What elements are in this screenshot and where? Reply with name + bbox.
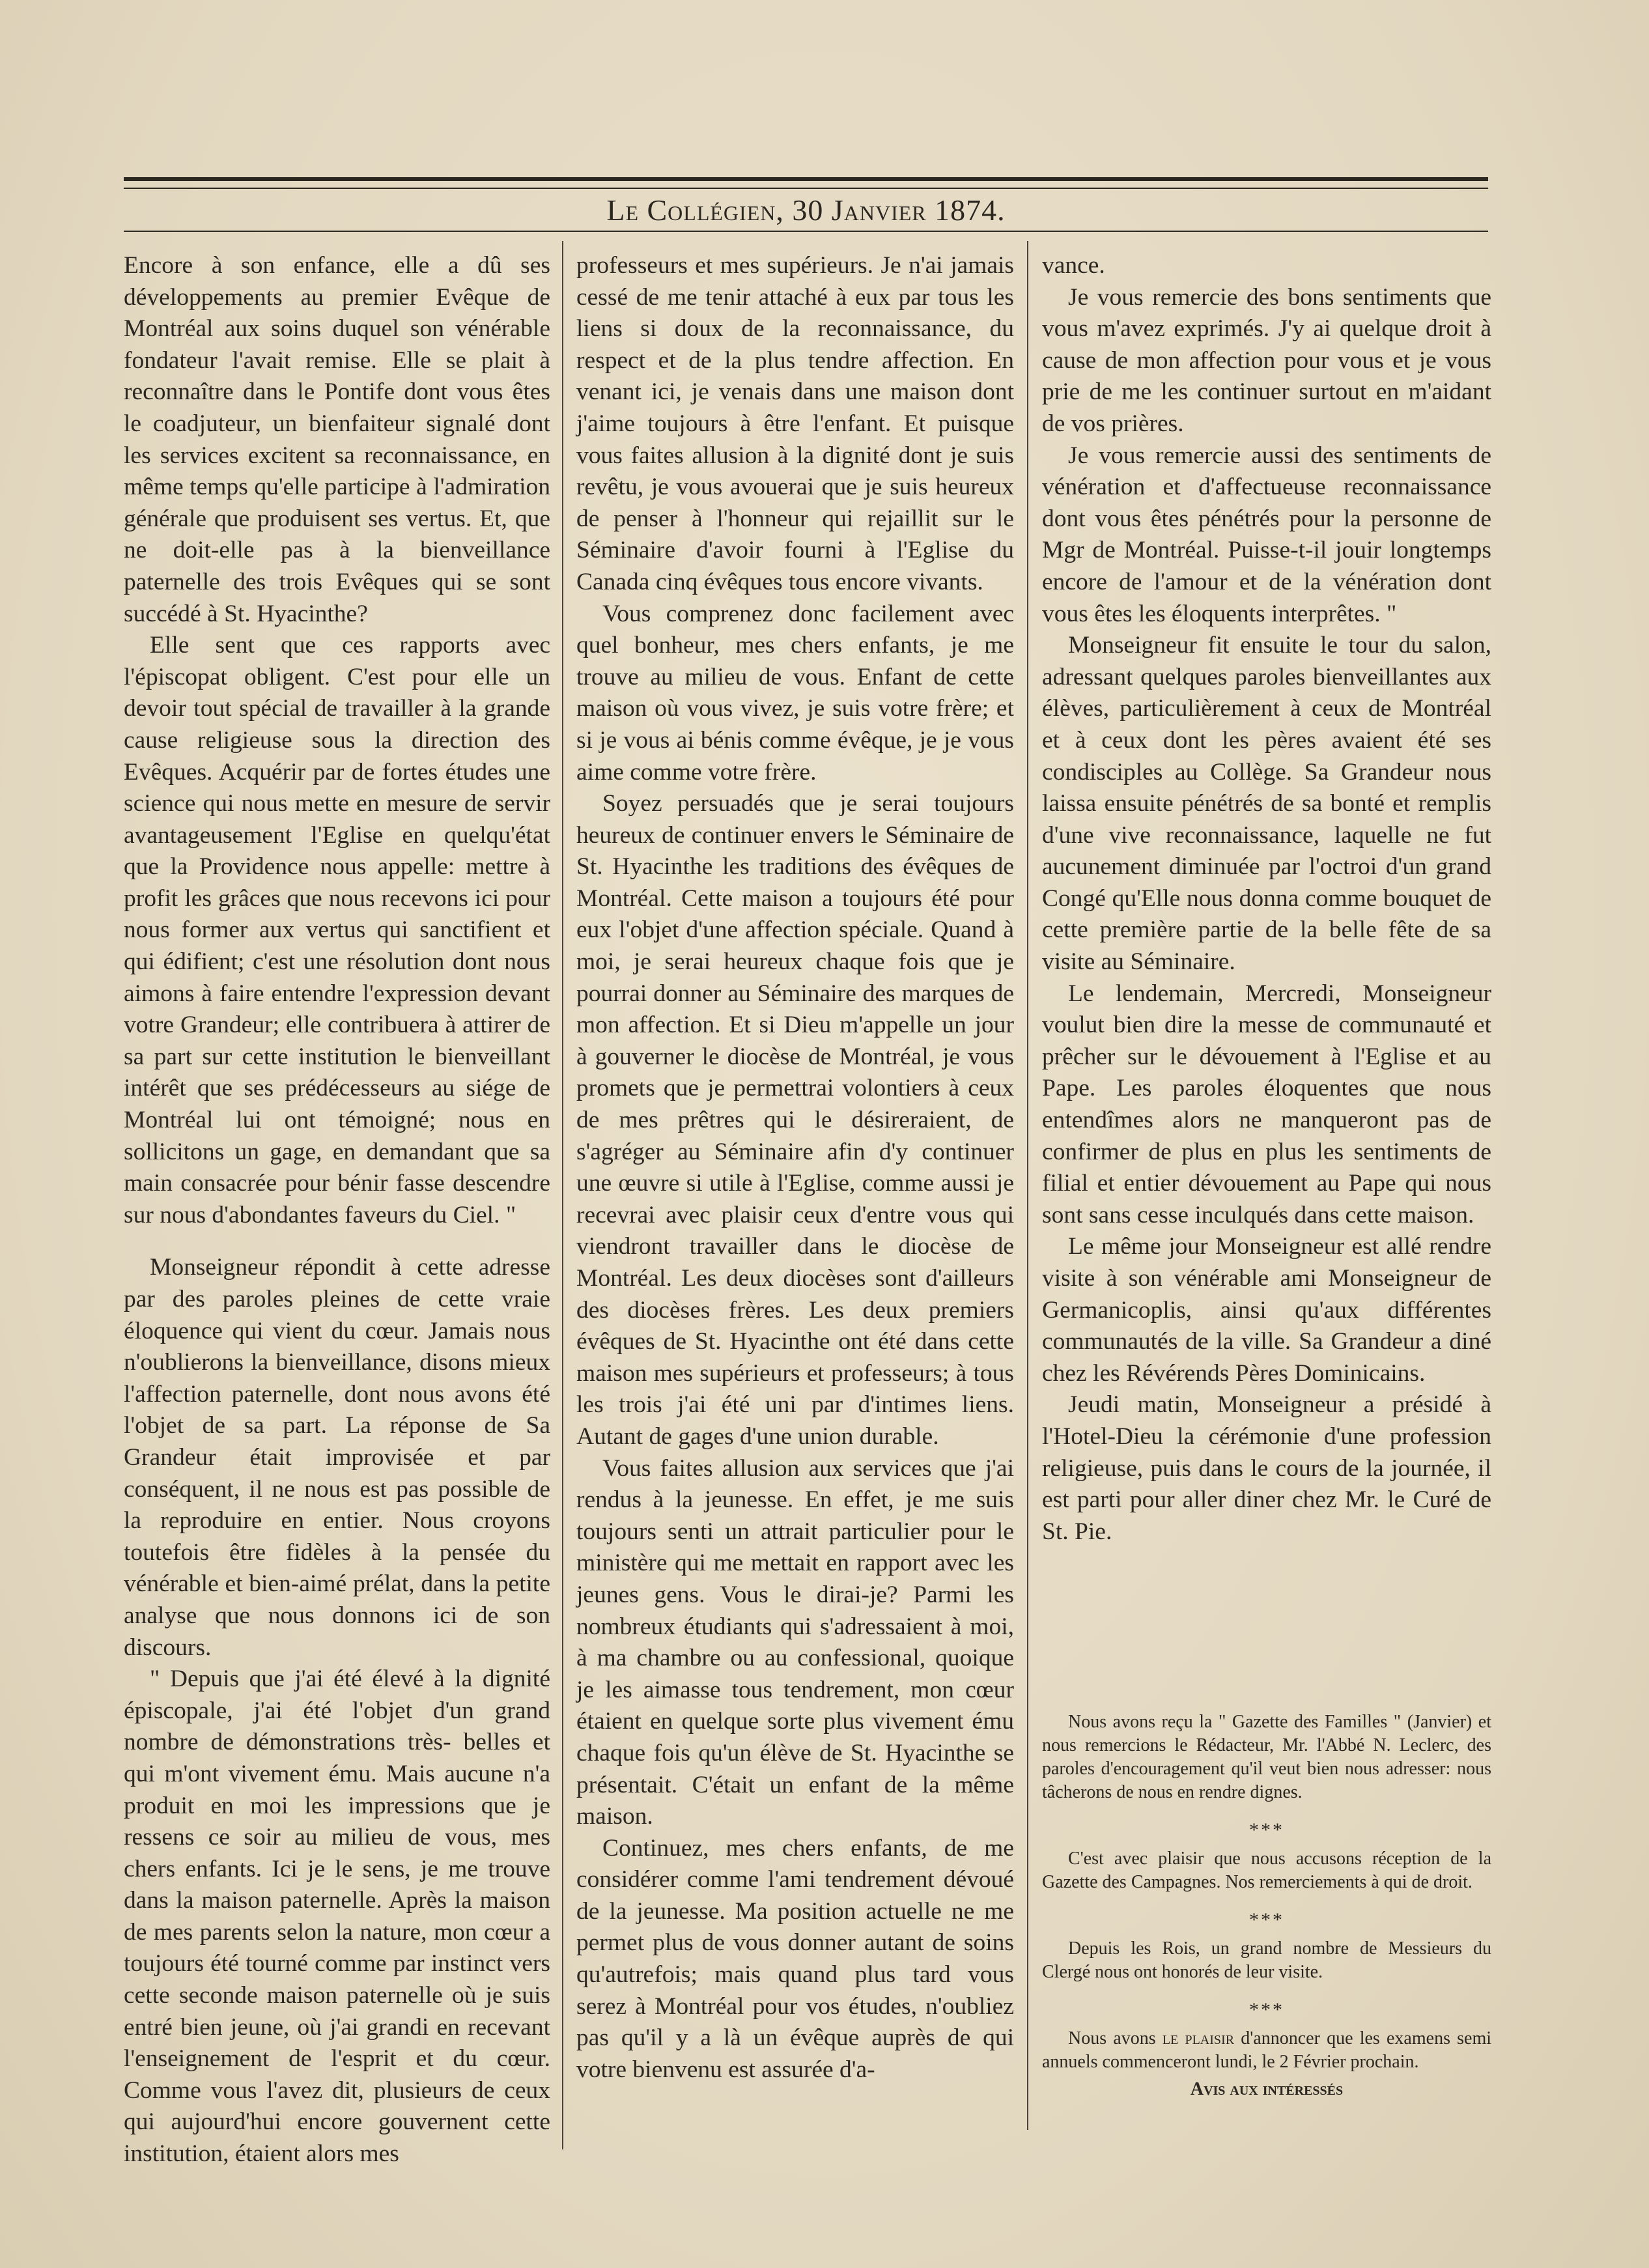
paragraph: Vous faites allusion aux services que j'ai rendus à la jeunesse. En effet, je me suis toujours senti un attrait particulier pour le ministère qui me mettait en rapport avec les jeunes gens. Vous le dirai-je? Parmi les nombreux étudiants qui s'adressaient à moi, à ma chambre ou au confessional, quoique je les aimasse tous tendrement, mon cœur étaient en quelque sorte plus vivement ému chaque fois qu'un élève de St. Hyacinthe se présentait. C'était un enfant de la même maison. xyxy=(576,1454,1014,1830)
paragraph: Vous comprenez donc facilement avec quel bonheur, mes chers enfants, je me trouve au milieu de vous. Enfant de cette maison où vous vivez, je suis votre frère; et si je vous ai bénis comme évêque, je je vous aime comme votre frère. xyxy=(576,600,1014,786)
column-1 xyxy=(124,250,550,2170)
paragraph: Encore à son enfance, elle a dû ses développements au premier Evêque de Montréal aux soins duquel son vénérable fondateur l'avait remise. Elle se plait à reconnaître dans le Pontife dont vous êtes le coadjuteur, un bienfaiteur signalé dont les services excitent sa reconnaissance, en même temps qu'elle participe à l'admiration générale que produisent ses vertus. Et, que ne doit-elle pas à la bienveillance paternelle des trois Evêques qui se sont succédé à St. Hyacinthe? xyxy=(124,252,550,627)
notice-signature: Avis aux intéressés xyxy=(1190,2079,1344,2099)
masthead-rule xyxy=(124,231,1488,232)
paragraph: Monseigneur répondit à cette adresse par des paroles pleines de cette vraie éloquence qui vient du cœur. Jamais nous n'oublierons la bienveillance, disons mieux l'affection paternelle, dont nous avons été l'objet de sa part. La réponse de Sa Grandeur était improvisée et par conséquent, il ne nous est pas possible de la reproduire en entier. Nous croyons toutefois être fidèles à la pensée du vénérable et bien-aimé prélat, dans la petite analyse que nous donnons ici de son discours. xyxy=(124,1254,550,1661)
column-2 xyxy=(576,250,1014,2086)
paragraph: Soyez persuadés que je serai toujours heureux de continuer envers le Séminaire de St. Hyacinthe les traditions des évêques de Montréal. Cette maison a toujours été pour eux l'objet d'une affection spéciale. Quand à moi, je serai heureux chaque fois que je pourrai donner au Séminaire des marques de mon affection. Et si Dieu m'appelle un jour à gouverner le diocèse de Montréal, je vous promets que je permettrai volontiers à ceux de mes prêtres qui le désireraient, de s'agréger au Séminaire afin d'y continuer une œuvre si utile à l'Eglise, comme aussi je recevrai avec plaisir ceux d'entre vous qui viendront travailler dans le diocèse de Montréal. Les deux diocèses sont d'ailleurs des diocèses frères. Les deux premiers évêques de St. Hyacinthe ont été dans cette maison mes supérieurs et professeurs; à tous les trois j'ai été uni par d'intimes liens. Autant de gages d'une union durable. xyxy=(576,790,1014,1450)
notice: C'est avec plaisir que nous accusons réception de la Gazette des Campagnes. Nos remerciements à qui de droit. xyxy=(1042,1849,1491,1892)
paragraph: professeurs et mes supérieurs. Je n'ai jamais cessé de me tenir attaché à eux par tous les liens si doux de la reconnaissance, du respect et de la plus tendre affection. En venant ici, je venais dans une maison dont j'aime toujours à être l'enfant. Et puisque vous faites allusion à la dignité dont je suis revêtu, je vous avouerai que je suis heureux de penser à l'honneur qui rejaillit sur le Séminaire d'avoir fourni à l'Eglise du Canada cinq évêques tous encore vivants. xyxy=(576,252,1014,595)
column-3 xyxy=(1042,250,1491,1548)
paragraph: Jeudi matin, Monseigneur a présidé à l'Hotel-Dieu la cérémonie d'une profession religieuse, puis dans le cours de la journée, il est parti pour aller diner chez Mr. le Curé de St. Pie. xyxy=(1042,1391,1491,1545)
notice-text: Nous avons xyxy=(1068,2028,1156,2048)
notices-section xyxy=(1042,1710,1491,2101)
top-rule xyxy=(124,177,1488,189)
paragraph: vance. xyxy=(1042,252,1105,279)
column-divider xyxy=(562,241,563,2149)
column-divider xyxy=(1027,241,1028,2130)
paragraph: Continuez, mes chers enfants, de me considérer comme l'ami tendrement dévoué de la jeunesse. Ma position actuelle ne me permet plus de vous donner autant de soins qu'autrefois; mais quand plus tard vous serez à Montréal pour vos études, n'oubliez pas qu'il y a là un évêque auprès de qui votre bienvenu est assurée d'a- xyxy=(576,1834,1014,2083)
paragraph: Monseigneur fit ensuite le tour du salon, adressant quelques paroles bienveillantes aux élèves, particulièrement à ceux de Montréal et à ceux dont les pères avaient été ses condisciples au Collège. Sa Grandeur nous laissa ensuite pénétrés de sa bonté et remplis d'une vive reconnaissance, laquelle ne fut aucunement diminuée par l'octroi d'un grand Congé qu'Elle nous donna comme bouquet de cette première partie de la belle fête de sa visite au Séminaire. xyxy=(1042,632,1491,976)
paragraph: Le même jour Monseigneur est allé rendre visite à son vénérable ami Monseigneur de Germanicoplis, ainsi qu'aux différentes communautés de la ville. Sa Grandeur a diné chez les Révérends Pères Dominicains. xyxy=(1042,1233,1491,1387)
paragraph: Elle sent que ces rapports avec l'épiscopat obligent. C'est pour elle un devoir tout spécial de travailler à la grande cause religieuse sous la direction des Evêques. Acquérir par de fortes études une science qui nous mette en mesure de servir avantageusement l'Eglise en quelqu'état que la Providence nous appelle: mettre à profit les grâces que nous recevons ici pour nous former aux vertus qui sanctifient et qui édifient; c'est une résolution dont nous aimons à faire entendre l'expression devant votre Grandeur; elle contribuera à attirer de sa part sur cette institution le bienveillant intérêt que ses prédécesseurs au siége de Montréal lui ont témoigné; nous en sollicitons un gage, en demandant que sa main consacrée pour bénir fasse descendre sur nous d'abondantes faveurs du Ciel. " xyxy=(124,632,550,1228)
asterism: *** xyxy=(1249,1819,1284,1841)
notice: Depuis les Rois, un grand nombre de Messieurs du Clergé nous ont honorés de leur visite. xyxy=(1042,1938,1491,1982)
notice-emphasis: le plaisir xyxy=(1162,2028,1235,2048)
paragraph: Je vous remercie des bons sentiments que vous m'avez exprimés. J'y ai quelque droit à cause de mon affection pour vous et je vous prie de me les continuer surtout en m'aidant de vos prières. xyxy=(1042,283,1491,437)
paragraph: Je vous remercie aussi des sentiments de vénération et d'affectueuse reconnaissance dont vous êtes pénétrés pour la personne de Mgr de Montréal. Puisse-t-il jouir longtemps encore de l'amour et de la vénération dont vous êtes les éloquents interprêtes. " xyxy=(1042,442,1491,627)
notice xyxy=(1042,2027,1491,2074)
masthead: Le Collégien, 30 Janvier 1874. xyxy=(606,193,1006,227)
paragraph: Le lendemain, Mercredi, Monseigneur voulut bien dire la messe de communauté et prêcher sur le dévouement à l'Eglise et au Pape. Les paroles éloquentes que nous entendîmes alors ne manqueront pas de confirmer de plus en plus les sentiments de filial et entier dévouement au Pape qui nous sont sans cesse inculqués dans cette maison. xyxy=(1042,980,1491,1228)
notice-text: d'annoncer que les examens semi annuels commenceront lundi, le 2 Février prochain. xyxy=(1042,2028,1492,2072)
notice: Nous avons reçu la " Gazette des Familles " (Janvier) et nous remercions le Rédacteur, Mr. l'Abbé N. Leclerc, des paroles d'encouragement qu'il veut bien nous adresser: nous tâcherons de nous en rendre dignes. xyxy=(1042,1712,1491,1802)
asterism: *** xyxy=(1249,1999,1284,2020)
asterism: *** xyxy=(1249,1909,1284,1931)
paragraph: " Depuis que j'ai été élevé à la dignité épiscopale, j'ai été l'objet d'un grand nombre de démonstrations très- belles et qui m'ont vivement ému. Mais aucune n'a produit en moi les impressions que je ressens ce soir au milieu de vous, mes chers enfants. Ici je le sens, je me trouve dans la maison paternelle. Après la maison de mes parents selon la nature, mon cœur a toujours été tourné comme par instinct vers cette seconde maison paternelle où je suis entré bien jeune, où j'ai grandi en recevant l'enseignement de l'esprit et du cœur. Comme vous l'avez dit, plusieurs de ceux qui aujourd'hui encore gouvernent cette institution, étaient alors mes xyxy=(124,1666,550,2168)
